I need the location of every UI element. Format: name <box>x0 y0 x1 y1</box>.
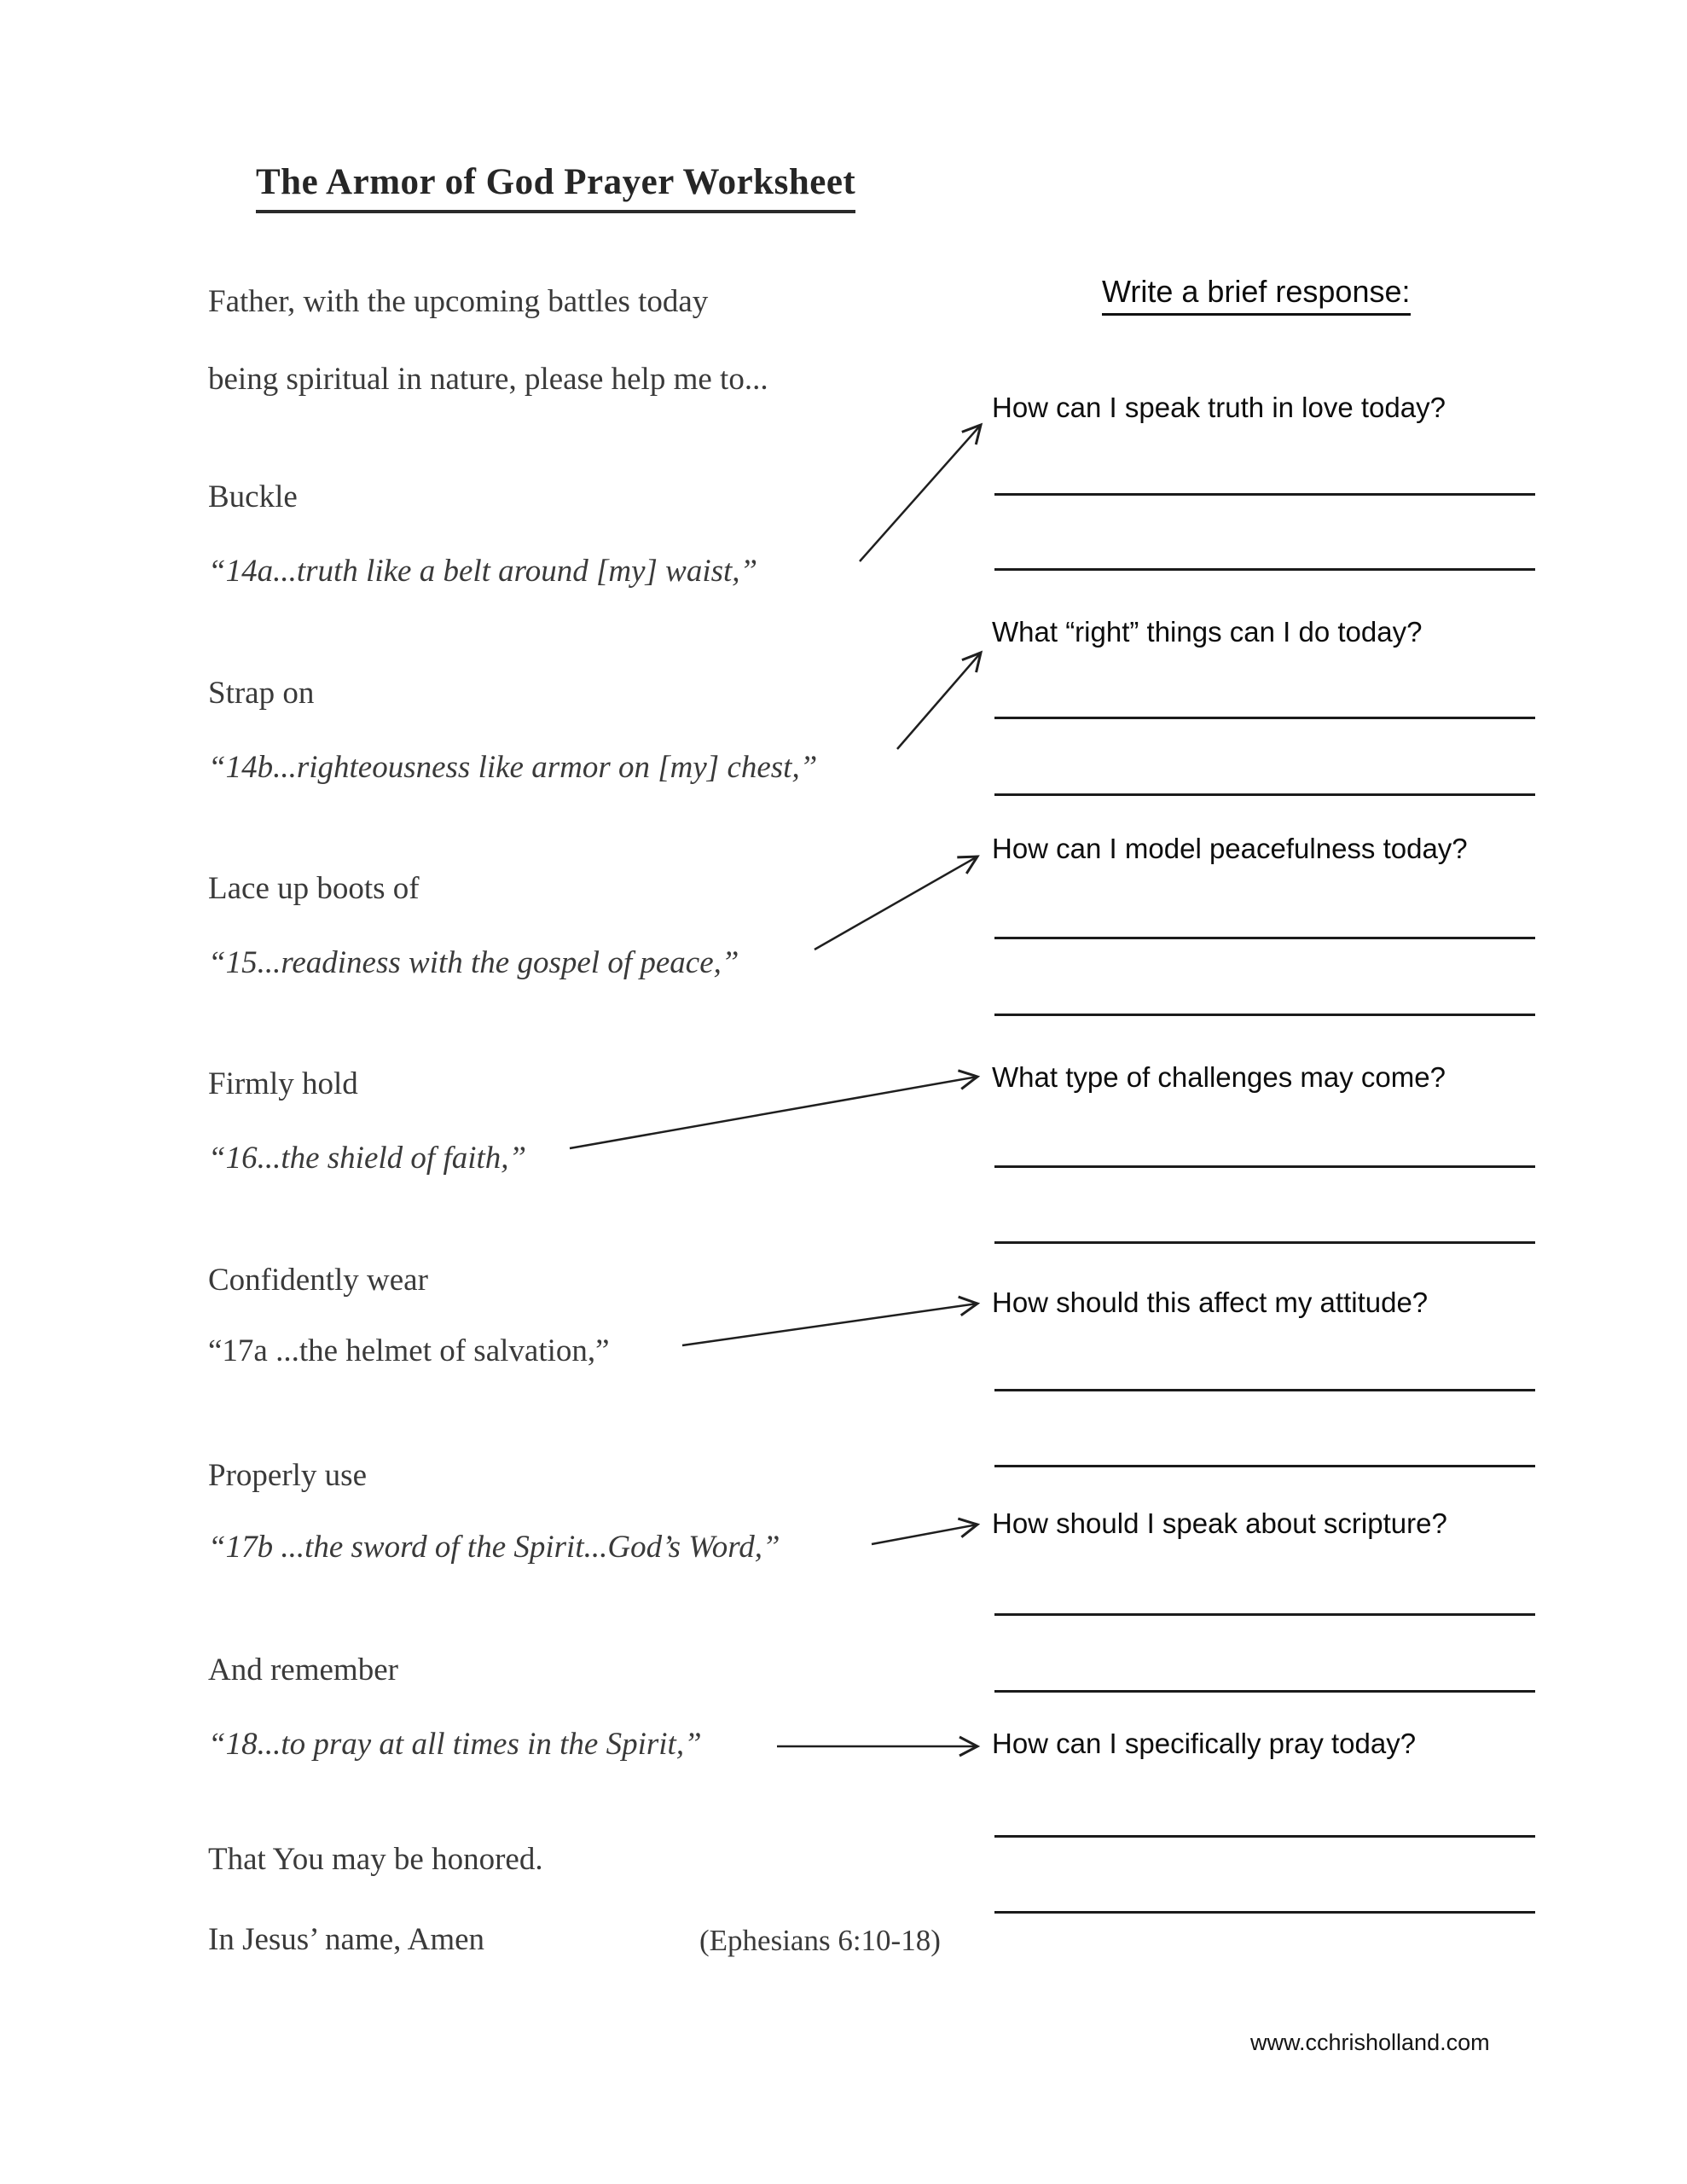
intro-line-2: being spiritual in nature, please help me to... <box>208 362 768 397</box>
question-challenges: What type of challenges may come? <box>992 1061 1446 1093</box>
response-line-7b <box>994 1911 1535 1914</box>
prayer-quote-17b: “17b ...the sword of the Spirit...God’s Word,” <box>208 1530 780 1565</box>
intro-line-1: Father, with the upcoming battles today <box>208 284 709 319</box>
arrow-shield-to-challenges <box>570 1077 977 1148</box>
prayer-quote-17a: “17a ...the helmet of salvation,” <box>208 1333 610 1368</box>
prayer-action-strap-on: Strap on <box>208 676 315 711</box>
closing-line-1: That You may be honored. <box>208 1842 543 1877</box>
arrow-armor-to-right <box>897 653 981 749</box>
question-scripture: How should I speak about scripture? <box>992 1507 1447 1539</box>
prayer-action-properly-use: Properly use <box>208 1458 367 1493</box>
page-title: The Armor of God Prayer Worksheet <box>256 162 855 213</box>
prayer-action-buckle: Buckle <box>208 479 298 514</box>
question-attitude: How should this affect my attitude? <box>992 1287 1429 1318</box>
question-speak-truth: How can I speak truth in love today? <box>992 392 1446 423</box>
website-url: www.cchrisholland.com <box>1250 2030 1490 2055</box>
arrow-belt-to-truth <box>860 425 981 561</box>
response-line-5b <box>994 1465 1535 1467</box>
response-column-header: Write a brief response: <box>1102 275 1411 316</box>
question-right-things: What “right” things can I do today? <box>992 616 1423 648</box>
response-line-7a <box>994 1835 1535 1838</box>
prayer-quote-18: “18...to pray at all times in the Spirit,” <box>208 1727 702 1762</box>
prayer-action-and-remember: And remember <box>208 1653 398 1687</box>
response-line-3b <box>994 1014 1535 1016</box>
prayer-quote-14b: “14b...righteousness like armor on [my] chest,” <box>208 750 818 785</box>
response-line-3a <box>994 937 1535 939</box>
question-model-peace: How can I model peacefulness today? <box>992 833 1468 864</box>
arrow-boots-to-peace <box>815 857 977 950</box>
response-line-1b <box>994 568 1535 571</box>
arrow-sword-to-scripture <box>872 1525 977 1544</box>
response-line-2b <box>994 793 1535 796</box>
response-line-6a <box>994 1613 1535 1616</box>
response-line-2a <box>994 717 1535 719</box>
response-line-5a <box>994 1389 1535 1391</box>
response-line-4b <box>994 1241 1535 1244</box>
prayer-action-confidently-wear: Confidently wear <box>208 1263 428 1298</box>
response-line-6b <box>994 1690 1535 1693</box>
prayer-quote-16: “16...the shield of faith,” <box>208 1141 527 1176</box>
question-pray-today: How can I specifically pray today? <box>992 1728 1417 1759</box>
scripture-reference: (Ephesians 6:10-18) <box>699 1924 941 1957</box>
prayer-action-firmly-hold: Firmly hold <box>208 1066 358 1101</box>
closing-line-2: In Jesus’ name, Amen <box>208 1922 485 1957</box>
prayer-quote-15: “15...readiness with the gospel of peace,” <box>208 945 739 980</box>
prayer-action-lace-up: Lace up boots of <box>208 871 420 906</box>
response-line-1a <box>994 493 1535 496</box>
arrow-helmet-to-attitude <box>682 1304 977 1345</box>
prayer-quote-14a: “14a...truth like a belt around [my] waist,” <box>208 554 758 589</box>
response-line-4a <box>994 1165 1535 1168</box>
